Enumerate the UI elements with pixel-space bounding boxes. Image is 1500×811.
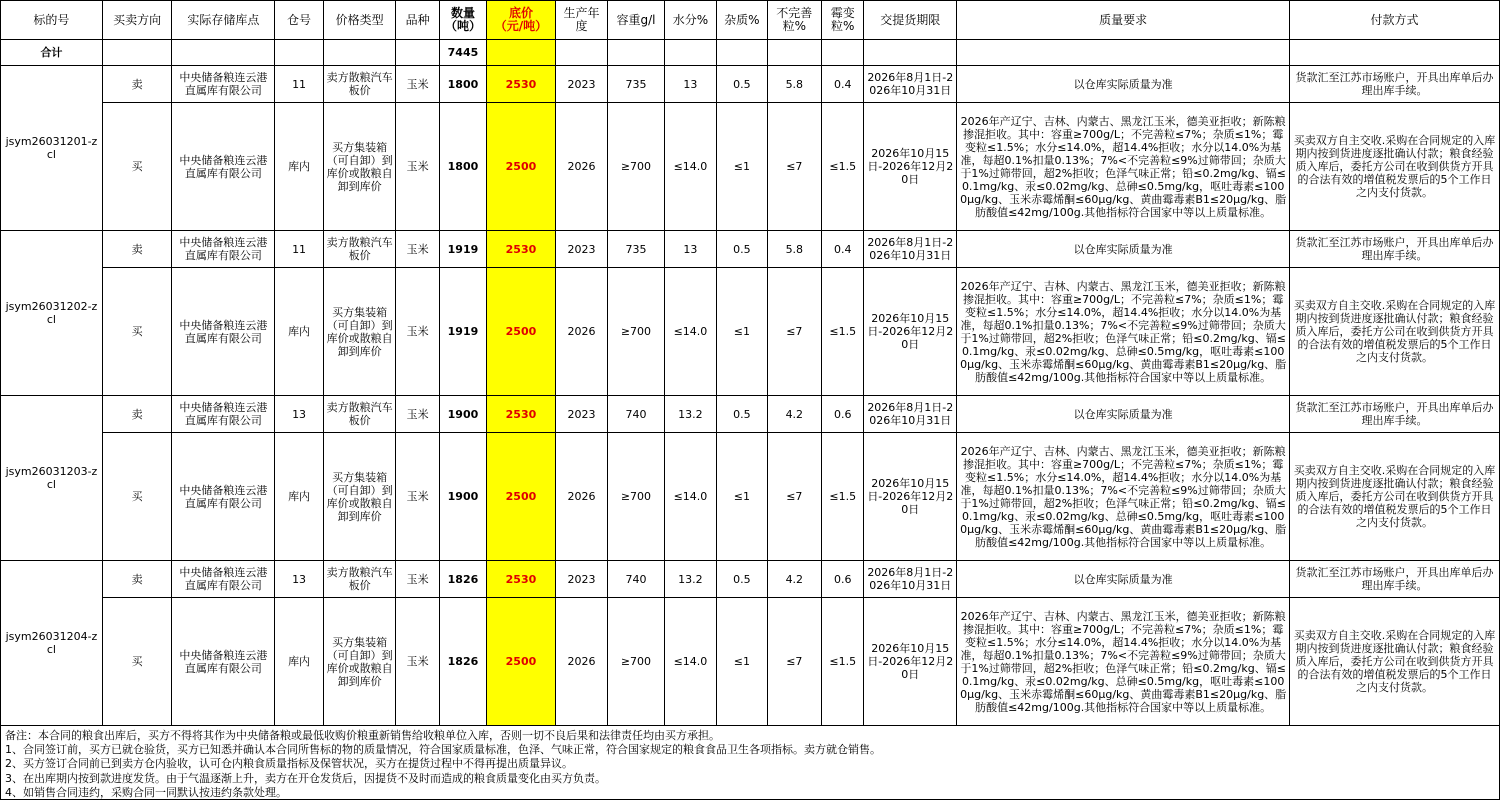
header-density: 容重g/l — [608, 1, 664, 40]
price-type-cell: 卖方散粮汽车板价 — [323, 396, 396, 433]
bin-cell: 11 — [275, 66, 323, 103]
buy-row — [1, 268, 1500, 396]
header-delivery: 交提货期限 — [864, 1, 957, 40]
depot-cell: 中央储备粮连云港直属库有限公司 — [172, 561, 275, 598]
year-cell: 2023 — [555, 396, 607, 433]
price-type-cell: 卖方散粮汽车板价 — [323, 561, 396, 598]
mildew-cell: ≤1.5 — [822, 103, 864, 231]
header-qty-line1: 数量 — [450, 6, 475, 20]
mildew-cell: ≤1.5 — [822, 598, 864, 726]
year-cell: 2026 — [555, 268, 607, 396]
mildew-cell: 0.6 — [822, 561, 864, 598]
quality-cell: 以仓库实际质量为准 — [957, 231, 1290, 268]
note-line: 4、如销售合同违约，采购合同一同默认按违约条款处理。 — [5, 785, 287, 799]
buy-row — [1, 598, 1500, 726]
variety-cell: 玉米 — [396, 561, 439, 598]
header-depot: 实际存储库点 — [172, 1, 275, 40]
density-cell: ≥700 — [608, 103, 664, 231]
total-empty-cell — [172, 40, 275, 66]
delivery-cell: 2026年10月15日-2026年12月20日 — [864, 433, 957, 561]
moisture-cell: ≤14.0 — [664, 103, 716, 231]
density-cell: 740 — [608, 561, 664, 598]
delivery-cell: 2026年8月1日-2026年10月31日 — [864, 396, 957, 433]
total-qty: 7445 — [439, 40, 486, 66]
year-cell: 2023 — [555, 561, 607, 598]
price-type-cell: 买方集装箱（可自卸）到库价或散粮自卸到库价 — [323, 598, 396, 726]
header-price-type: 价格类型 — [323, 1, 396, 40]
sell-row — [1, 396, 1500, 433]
total-empty-cell — [664, 40, 716, 66]
base-price-cell: 2500 — [487, 103, 556, 231]
header-payment: 付款方式 — [1290, 1, 1500, 40]
delivery-cell: 2026年10月15日-2026年12月20日 — [864, 598, 957, 726]
total-price-cell — [487, 40, 556, 66]
density-cell: 735 — [608, 231, 664, 268]
bin-cell: 13 — [275, 561, 323, 598]
quality-cell: 以仓库实际质量为准 — [957, 396, 1290, 433]
payment-cell: 货款汇至江苏市场账户，开具出库单后办理出库手续。 — [1290, 561, 1500, 598]
total-empty-cell — [957, 40, 1290, 66]
base-price-cell: 2530 — [487, 231, 556, 268]
imperfect-cell: ≤7 — [767, 598, 821, 726]
impurity-cell: 0.5 — [717, 396, 767, 433]
header-imperfect: 不完善粒% — [767, 1, 821, 40]
imperfect-cell: ≤7 — [767, 433, 821, 561]
header-row — [1, 1, 1500, 40]
price-type-cell: 买方集装箱（可自卸）到库价或散粮自卸到库价 — [323, 103, 396, 231]
base-price-cell: 2530 — [487, 561, 556, 598]
quality-cell: 以仓库实际质量为准 — [957, 561, 1290, 598]
delivery-cell: 2026年10月15日-2026年12月20日 — [864, 268, 957, 396]
total-empty-cell — [396, 40, 439, 66]
header-base-price-line1: 底价 — [508, 6, 533, 20]
base-price-cell: 2530 — [487, 396, 556, 433]
bin-cell: 库内 — [275, 103, 323, 231]
base-price-cell: 2500 — [487, 433, 556, 561]
depot-cell: 中央储备粮连云港直属库有限公司 — [172, 268, 275, 396]
bin-cell: 库内 — [275, 268, 323, 396]
bin-cell: 13 — [275, 396, 323, 433]
payment-cell: 货款汇至江苏市场账户，开具出库单后办理出库手续。 — [1290, 66, 1500, 103]
direction-cell: 买 — [102, 268, 172, 396]
impurity-cell: ≤1 — [717, 433, 767, 561]
impurity-cell: 0.5 — [717, 561, 767, 598]
payment-cell: 买卖双方自主交收.采购在合同规定的入库期内按到货进度逐批确认付款；粮食经验质入库后，委托方公司在收到供货方开具的合法有效的增值税发票后的5个工作日之内支付货款。 — [1290, 268, 1500, 396]
imperfect-cell: ≤7 — [767, 103, 821, 231]
year-cell: 2026 — [555, 103, 607, 231]
imperfect-cell: 4.2 — [767, 396, 821, 433]
quality-cell: 2026年产辽宁、吉林、内蒙古、黑龙江玉米，德美亚拒收；新陈粮掺混拒收。其中：容重≥700g/L；不完善粒≤7%；杂质≤1%；霉变粒≤1.5%；水分≤14.0%，超14.4%拒收；水分以14.0%为基准，每超0.1%扣量0.13%；7%<不完善粒≤9%过筛带回；杂质大于1%过筛带回，超2%拒收；色泽气味正常；铅≤0.2mg/kg、镉≤0.1mg/kg、汞≤0.02mg/kg、总砷≤0.5mg/kg，呕吐毒素≤1000μg/kg、玉米赤霉烯酮≤60μg/kg、黄曲霉毒素B1≤20μg/kg、脂肪酸值≤42mg/100g.其他指标符合国家中等以上质量标准。 — [957, 268, 1290, 396]
variety-cell: 玉米 — [396, 103, 439, 231]
variety-cell: 玉米 — [396, 433, 439, 561]
quality-cell: 2026年产辽宁、吉林、内蒙古、黑龙江玉米，德美亚拒收；新陈粮掺混拒收。其中：容重≥700g/L；不完善粒≤7%；杂质≤1%；霉变粒≤1.5%；水分≤14.0%，超14.4%拒收；水分以14.0%为基准，每超0.1%扣量0.13%；7%<不完善粒≤9%过筛带回；杂质大于1%过筛带回，超2%拒收；色泽气味正常；铅≤0.2mg/kg、镉≤0.1mg/kg、汞≤0.02mg/kg、总砷≤0.5mg/kg，呕吐毒素≤1000μg/kg、玉米赤霉烯酮≤60μg/kg、黄曲霉毒素B1≤20μg/kg、脂肪酸值≤42mg/100g.其他指标符合国家中等以上质量标准。 — [957, 598, 1290, 726]
quality-cell: 2026年产辽宁、吉林、内蒙古、黑龙江玉米，德美亚拒收；新陈粮掺混拒收。其中：容重≥700g/L；不完善粒≤7%；杂质≤1%；霉变粒≤1.5%；水分≤14.0%，超14.4%拒收；水分以14.0%为基准，每超0.1%扣量0.13%；7%<不完善粒≤9%过筛带回；杂质大于1%过筛带回，超2%拒收；色泽气味正常；铅≤0.2mg/kg、镉≤0.1mg/kg、汞≤0.02mg/kg、总砷≤0.5mg/kg，呕吐毒素≤1000μg/kg、玉米赤霉烯酮≤60μg/kg、黄曲霉毒素B1≤20μg/kg、脂肪酸值≤42mg/100g.其他指标符合国家中等以上质量标准。 — [957, 103, 1290, 231]
depot-cell: 中央储备粮连云港直属库有限公司 — [172, 231, 275, 268]
delivery-cell: 2026年8月1日-2026年10月31日 — [864, 561, 957, 598]
impurity-cell: ≤1 — [717, 103, 767, 231]
moisture-cell: ≤14.0 — [664, 433, 716, 561]
header-qty — [439, 1, 486, 40]
quality-cell: 以仓库实际质量为准 — [957, 66, 1290, 103]
total-row — [1, 40, 1500, 66]
total-empty-cell — [275, 40, 323, 66]
delivery-cell: 2026年10月15日-2026年12月20日 — [864, 103, 957, 231]
moisture-cell: 13.2 — [664, 561, 716, 598]
year-cell: 2026 — [555, 598, 607, 726]
imperfect-cell: 5.8 — [767, 66, 821, 103]
mildew-cell: 0.6 — [822, 396, 864, 433]
moisture-cell: ≤14.0 — [664, 268, 716, 396]
direction-cell: 买 — [102, 433, 172, 561]
lot-number-cell: jsym26031201-zcl — [1, 66, 103, 231]
year-cell: 2023 — [555, 231, 607, 268]
buy-row — [1, 103, 1500, 231]
year-cell: 2023 — [555, 66, 607, 103]
lot-number-cell: jsym26031203-zcl — [1, 396, 103, 561]
header-bin: 仓号 — [275, 1, 323, 40]
variety-cell: 玉米 — [396, 268, 439, 396]
total-empty-cell — [1290, 40, 1500, 66]
buy-row — [1, 433, 1500, 561]
base-price-cell: 2500 — [487, 268, 556, 396]
qty-cell: 1800 — [439, 66, 486, 103]
bin-cell: 库内 — [275, 433, 323, 561]
total-empty-cell — [102, 40, 172, 66]
sell-row — [1, 231, 1500, 268]
note-line: 3、在出库期内按到款进度发货。由于气温逐渐上升，卖方在开仓发货后，因提货不及时而造成的粮食质量变化由买方负责。 — [5, 771, 606, 785]
total-empty-cell — [864, 40, 957, 66]
depot-cell: 中央储备粮连云港直属库有限公司 — [172, 103, 275, 231]
header-mildew: 霉变粒% — [822, 1, 864, 40]
direction-cell: 卖 — [102, 396, 172, 433]
mildew-cell: ≤1.5 — [822, 268, 864, 396]
variety-cell: 玉米 — [396, 598, 439, 726]
moisture-cell: 13.2 — [664, 396, 716, 433]
imperfect-cell: 5.8 — [767, 231, 821, 268]
header-moisture: 水分% — [664, 1, 716, 40]
base-price-cell: 2530 — [487, 66, 556, 103]
qty-cell: 1900 — [439, 433, 486, 561]
moisture-cell: 13 — [664, 231, 716, 268]
payment-cell: 货款汇至江苏市场账户，开具出库单后办理出库手续。 — [1290, 396, 1500, 433]
depot-cell: 中央储备粮连云港直属库有限公司 — [172, 66, 275, 103]
header-base-price — [487, 1, 556, 40]
total-empty-cell — [717, 40, 767, 66]
header-base-price-line2: （元/吨） — [494, 19, 548, 33]
header-variety: 品种 — [396, 1, 439, 40]
density-cell: 735 — [608, 66, 664, 103]
total-empty-cell — [555, 40, 607, 66]
imperfect-cell: 4.2 — [767, 561, 821, 598]
density-cell: ≥700 — [608, 433, 664, 561]
qty-cell: 1826 — [439, 598, 486, 726]
note-line: 1、合同签订前，买方已就仓验货，买方已知悉并确认本合同所售标的物的质量情况，符合国家质量标准，色泽、气味正常，符合国家规定的粮食食品卫生各项指标。卖方就仓销售。 — [5, 743, 881, 757]
direction-cell: 买 — [102, 103, 172, 231]
impurity-cell: 0.5 — [717, 231, 767, 268]
payment-cell: 买卖双方自主交收.采购在合同规定的入库期内按到货进度逐批确认付款；粮食经验质入库后，委托方公司在收到供货方开具的合法有效的增值税发票后的5个工作日之内支付货款。 — [1290, 433, 1500, 561]
direction-cell: 卖 — [102, 66, 172, 103]
mildew-cell: 0.4 — [822, 231, 864, 268]
direction-cell: 买 — [102, 598, 172, 726]
qty-cell: 1919 — [439, 231, 486, 268]
density-cell: ≥700 — [608, 268, 664, 396]
density-cell: 740 — [608, 396, 664, 433]
total-empty-cell — [767, 40, 821, 66]
total-label: 合计 — [1, 40, 103, 66]
qty-cell: 1800 — [439, 103, 486, 231]
depot-cell: 中央储备粮连云港直属库有限公司 — [172, 396, 275, 433]
moisture-cell: 13 — [664, 66, 716, 103]
payment-cell: 买卖双方自主交收.采购在合同规定的入库期内按到货进度逐批确认付款；粮食经验质入库后，委托方公司在收到供货方开具的合法有效的增值税发票后的5个工作日之内支付货款。 — [1290, 103, 1500, 231]
moisture-cell: ≤14.0 — [664, 598, 716, 726]
mildew-cell: ≤1.5 — [822, 433, 864, 561]
quality-cell: 2026年产辽宁、吉林、内蒙古、黑龙江玉米，德美亚拒收；新陈粮掺混拒收。其中：容重≥700g/L；不完善粒≤7%；杂质≤1%；霉变粒≤1.5%；水分≤14.0%，超14.4%拒收；水分以14.0%为基准，每超0.1%扣量0.13%；7%<不完善粒≤9%过筛带回；杂质大于1%过筛带回，超2%拒收；色泽气味正常；铅≤0.2mg/kg、镉≤0.1mg/kg、汞≤0.02mg/kg、总砷≤0.5mg/kg，呕吐毒素≤1000μg/kg、玉米赤霉烯酮≤60μg/kg、黄曲霉毒素B1≤20μg/kg、脂肪酸值≤42mg/100g.其他指标符合国家中等以上质量标准。 — [957, 433, 1290, 561]
impurity-cell: ≤1 — [717, 598, 767, 726]
qty-cell: 1900 — [439, 396, 486, 433]
header-year: 生产年度 — [555, 1, 607, 40]
price-type-cell: 卖方散粮汽车板价 — [323, 66, 396, 103]
lot-number-cell: jsym26031204-zcl — [1, 561, 103, 726]
variety-cell: 玉米 — [396, 231, 439, 268]
note-line: 2、买方签订合同前已到卖方仓内验收，认可仓内粮食质量指标及保管状况，买方在提货过程中不得再提出质量异议。 — [5, 757, 573, 771]
mildew-cell: 0.4 — [822, 66, 864, 103]
variety-cell: 玉米 — [396, 396, 439, 433]
depot-cell: 中央储备粮连云港直属库有限公司 — [172, 598, 275, 726]
base-price-cell: 2500 — [487, 598, 556, 726]
total-empty-cell — [608, 40, 664, 66]
header-impurity: 杂质% — [717, 1, 767, 40]
depot-cell: 中央储备粮连云港直属库有限公司 — [172, 433, 275, 561]
price-type-cell: 卖方散粮汽车板价 — [323, 231, 396, 268]
header-lot-no: 标的号 — [1, 1, 103, 40]
price-type-cell: 买方集装箱（可自卸）到库价或散粮自卸到库价 — [323, 433, 396, 561]
header-quality: 质量要求 — [957, 1, 1290, 40]
sell-row — [1, 66, 1500, 103]
direction-cell: 卖 — [102, 231, 172, 268]
notes-section — [0, 726, 1500, 800]
imperfect-cell: ≤7 — [767, 268, 821, 396]
total-empty-cell — [323, 40, 396, 66]
qty-cell: 1919 — [439, 268, 486, 396]
total-empty-cell — [822, 40, 864, 66]
header-qty-line2: （吨） — [444, 19, 481, 33]
impurity-cell: ≤1 — [717, 268, 767, 396]
delivery-cell: 2026年8月1日-2026年10月31日 — [864, 231, 957, 268]
year-cell: 2026 — [555, 433, 607, 561]
payment-cell: 货款汇至江苏市场账户，开具出库单后办理出库手续。 — [1290, 231, 1500, 268]
direction-cell: 卖 — [102, 561, 172, 598]
density-cell: ≥700 — [608, 598, 664, 726]
qty-cell: 1826 — [439, 561, 486, 598]
bin-cell: 11 — [275, 231, 323, 268]
sell-row — [1, 561, 1500, 598]
header-direction: 买卖方向 — [102, 1, 172, 40]
bin-cell: 库内 — [275, 598, 323, 726]
delivery-cell: 2026年8月1日-2026年10月31日 — [864, 66, 957, 103]
payment-cell: 买卖双方自主交收.采购在合同规定的入库期内按到货进度逐批确认付款；粮食经验质入库后，委托方公司在收到供货方开具的合法有效的增值税发票后的5个工作日之内支付货款。 — [1290, 598, 1500, 726]
price-type-cell: 买方集装箱（可自卸）到库价或散粮自卸到库价 — [323, 268, 396, 396]
note-line: 备注：本合同的粮食出库后，买方不得将其作为中央储备粮或最低收购价粮重新销售给收粮单位入库，否则一切不良后果和法律责任均由买方承担。 — [5, 729, 720, 742]
impurity-cell: 0.5 — [717, 66, 767, 103]
lot-number-cell: jsym26031202-zcl — [1, 231, 103, 396]
variety-cell: 玉米 — [396, 66, 439, 103]
